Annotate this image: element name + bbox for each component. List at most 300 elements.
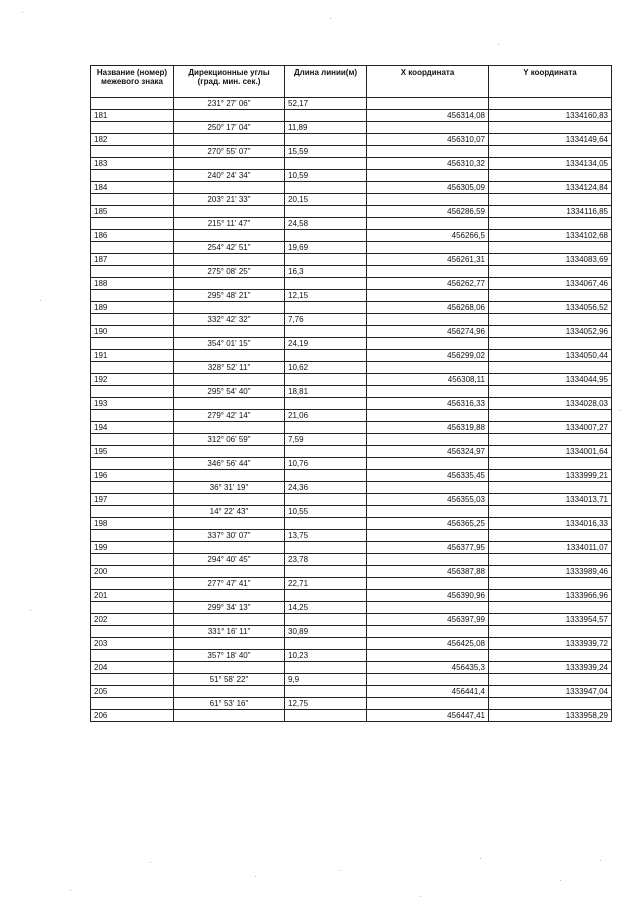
bearing-angle-cell: 36° 31' 19" xyxy=(174,482,285,494)
empty-cell xyxy=(489,602,612,614)
line-length-cell: 12,75 xyxy=(285,698,367,710)
table-row-segment xyxy=(91,578,612,590)
line-length-cell: 24,19 xyxy=(285,338,367,350)
table-row-segment xyxy=(91,242,612,254)
bearing-angle-cell: 231° 27' 06" xyxy=(174,98,285,110)
empty-cell xyxy=(285,110,367,122)
table-row-segment xyxy=(91,698,612,710)
empty-cell xyxy=(285,494,367,506)
marker-name-cell: 184 xyxy=(91,182,174,194)
line-length-cell: 20,15 xyxy=(285,194,367,206)
marker-name-cell: 181 xyxy=(91,110,174,122)
empty-cell xyxy=(91,458,174,470)
y-coordinate-cell: 1334160,83 xyxy=(489,110,612,122)
table-row-segment xyxy=(91,626,612,638)
empty-cell xyxy=(174,158,285,170)
empty-cell xyxy=(91,602,174,614)
bearing-angle-cell: 294° 40' 45" xyxy=(174,554,285,566)
table-row-marker xyxy=(91,638,612,650)
empty-cell xyxy=(285,542,367,554)
empty-cell xyxy=(91,674,174,686)
table-body xyxy=(91,98,612,722)
table-row-marker xyxy=(91,302,612,314)
y-coordinate-cell: 1334052,96 xyxy=(489,326,612,338)
y-coordinate-cell: 1334011,07 xyxy=(489,542,612,554)
y-coordinate-cell: 1334013,71 xyxy=(489,494,612,506)
empty-cell xyxy=(367,410,489,422)
empty-cell xyxy=(174,590,285,602)
marker-name-cell: 189 xyxy=(91,302,174,314)
line-length-cell: 11,89 xyxy=(285,122,367,134)
empty-cell xyxy=(489,650,612,662)
marker-name-cell: 197 xyxy=(91,494,174,506)
empty-cell xyxy=(285,326,367,338)
empty-cell xyxy=(285,590,367,602)
header-y-coordinate: Y координата xyxy=(489,66,612,98)
empty-cell xyxy=(91,122,174,134)
table-row-marker xyxy=(91,614,612,626)
empty-cell xyxy=(174,710,285,722)
bearing-angle-cell: 279° 42' 14" xyxy=(174,410,285,422)
empty-cell xyxy=(489,194,612,206)
empty-cell xyxy=(91,554,174,566)
y-coordinate-cell: 1333999,21 xyxy=(489,470,612,482)
marker-name-cell: 194 xyxy=(91,422,174,434)
empty-cell xyxy=(174,278,285,290)
empty-cell xyxy=(489,122,612,134)
empty-cell xyxy=(489,146,612,158)
empty-cell xyxy=(367,578,489,590)
empty-cell xyxy=(367,530,489,542)
empty-cell xyxy=(174,662,285,674)
x-coordinate-cell: 456335,45 xyxy=(367,470,489,482)
empty-cell xyxy=(174,374,285,386)
table-row-segment xyxy=(91,338,612,350)
empty-cell xyxy=(367,674,489,686)
empty-cell xyxy=(489,578,612,590)
empty-cell xyxy=(367,362,489,374)
bearing-angle-cell: 332° 42' 32" xyxy=(174,314,285,326)
empty-cell xyxy=(91,650,174,662)
y-coordinate-cell: 1333989,46 xyxy=(489,566,612,578)
empty-cell xyxy=(367,698,489,710)
x-coordinate-cell: 456274,96 xyxy=(367,326,489,338)
boundary-coordinates-table xyxy=(90,65,612,722)
line-length-cell: 12,15 xyxy=(285,290,367,302)
marker-name-cell: 200 xyxy=(91,566,174,578)
table-row-marker xyxy=(91,158,612,170)
empty-cell xyxy=(174,134,285,146)
line-length-cell: 10,55 xyxy=(285,506,367,518)
empty-cell xyxy=(285,302,367,314)
bearing-angle-cell: 61° 53' 16" xyxy=(174,698,285,710)
empty-cell xyxy=(285,518,367,530)
empty-cell xyxy=(489,170,612,182)
empty-cell xyxy=(367,242,489,254)
line-length-cell: 10,59 xyxy=(285,170,367,182)
table-row-marker xyxy=(91,710,612,722)
empty-cell xyxy=(285,686,367,698)
line-length-cell: 7,59 xyxy=(285,434,367,446)
empty-cell xyxy=(91,698,174,710)
empty-cell xyxy=(285,182,367,194)
marker-name-cell: 204 xyxy=(91,662,174,674)
table-row-marker xyxy=(91,134,612,146)
table-row-segment xyxy=(91,314,612,326)
x-coordinate-cell: 456324,97 xyxy=(367,446,489,458)
empty-cell xyxy=(285,230,367,242)
line-length-cell: 10,62 xyxy=(285,362,367,374)
y-coordinate-cell: 1334007,27 xyxy=(489,422,612,434)
x-coordinate-cell: 456319,88 xyxy=(367,422,489,434)
empty-cell xyxy=(367,506,489,518)
x-coordinate-cell: 456299,02 xyxy=(367,350,489,362)
empty-cell xyxy=(489,98,612,110)
table-row-marker xyxy=(91,182,612,194)
empty-cell xyxy=(285,206,367,218)
line-length-cell: 22,71 xyxy=(285,578,367,590)
empty-cell xyxy=(489,626,612,638)
bearing-angle-cell: 295° 48' 21" xyxy=(174,290,285,302)
marker-name-cell: 185 xyxy=(91,206,174,218)
header-marker-name: Название (номер) межевого знака xyxy=(91,66,174,98)
table-row-marker xyxy=(91,374,612,386)
x-coordinate-cell: 456305,09 xyxy=(367,182,489,194)
table-row-segment xyxy=(91,170,612,182)
table-row-segment xyxy=(91,362,612,374)
x-coordinate-cell: 456387,88 xyxy=(367,566,489,578)
bearing-angle-cell: 357° 18' 40" xyxy=(174,650,285,662)
marker-name-cell: 206 xyxy=(91,710,174,722)
table-row-segment xyxy=(91,266,612,278)
empty-cell xyxy=(285,374,367,386)
empty-cell xyxy=(91,410,174,422)
bearing-angle-cell: 277° 47' 41" xyxy=(174,578,285,590)
empty-cell xyxy=(367,98,489,110)
line-length-cell: 24,36 xyxy=(285,482,367,494)
empty-cell xyxy=(91,578,174,590)
y-coordinate-cell: 1334116,85 xyxy=(489,206,612,218)
bearing-angle-cell: 203° 21' 33" xyxy=(174,194,285,206)
y-coordinate-cell: 1334124,84 xyxy=(489,182,612,194)
marker-name-cell: 190 xyxy=(91,326,174,338)
table-row-marker xyxy=(91,590,612,602)
table-row-segment xyxy=(91,506,612,518)
line-length-cell: 23,78 xyxy=(285,554,367,566)
empty-cell xyxy=(174,542,285,554)
y-coordinate-cell: 1333954,57 xyxy=(489,614,612,626)
bearing-angle-cell: 254° 42' 51" xyxy=(174,242,285,254)
empty-cell xyxy=(91,266,174,278)
y-coordinate-cell: 1334056,52 xyxy=(489,302,612,314)
empty-cell xyxy=(91,626,174,638)
marker-name-cell: 186 xyxy=(91,230,174,242)
empty-cell xyxy=(367,146,489,158)
table-row-marker xyxy=(91,278,612,290)
empty-cell xyxy=(489,698,612,710)
table-row-segment xyxy=(91,674,612,686)
bearing-angle-cell: 346° 56' 44" xyxy=(174,458,285,470)
x-coordinate-cell: 456365,25 xyxy=(367,518,489,530)
line-length-cell: 10,76 xyxy=(285,458,367,470)
table-row-marker xyxy=(91,470,612,482)
marker-name-cell: 191 xyxy=(91,350,174,362)
empty-cell xyxy=(91,242,174,254)
table-row-segment xyxy=(91,554,612,566)
header-line-length: Длина линии(м) xyxy=(285,66,367,98)
empty-cell xyxy=(91,98,174,110)
empty-cell xyxy=(489,386,612,398)
bearing-angle-cell: 14° 22' 43" xyxy=(174,506,285,518)
empty-cell xyxy=(285,446,367,458)
empty-cell xyxy=(174,254,285,266)
marker-name-cell: 198 xyxy=(91,518,174,530)
empty-cell xyxy=(367,650,489,662)
empty-cell xyxy=(285,158,367,170)
line-length-cell: 10,23 xyxy=(285,650,367,662)
line-length-cell: 14,25 xyxy=(285,602,367,614)
empty-cell xyxy=(489,674,612,686)
x-coordinate-cell: 456268,06 xyxy=(367,302,489,314)
empty-cell xyxy=(489,242,612,254)
x-coordinate-cell: 456266,5 xyxy=(367,230,489,242)
table-row-marker xyxy=(91,350,612,362)
empty-cell xyxy=(367,482,489,494)
table-row-segment xyxy=(91,650,612,662)
y-coordinate-cell: 1334102,68 xyxy=(489,230,612,242)
empty-cell xyxy=(489,362,612,374)
empty-cell xyxy=(91,194,174,206)
x-coordinate-cell: 456262,77 xyxy=(367,278,489,290)
x-coordinate-cell: 456286,59 xyxy=(367,206,489,218)
empty-cell xyxy=(91,170,174,182)
line-length-cell: 21,06 xyxy=(285,410,367,422)
x-coordinate-cell: 456261,31 xyxy=(367,254,489,266)
empty-cell xyxy=(285,710,367,722)
line-length-cell: 24,58 xyxy=(285,218,367,230)
bearing-angle-cell: 331° 16' 11" xyxy=(174,626,285,638)
empty-cell xyxy=(285,470,367,482)
bearing-angle-cell: 337° 30' 07" xyxy=(174,530,285,542)
empty-cell xyxy=(174,638,285,650)
empty-cell xyxy=(285,638,367,650)
y-coordinate-cell: 1334044,95 xyxy=(489,374,612,386)
x-coordinate-cell: 456308,11 xyxy=(367,374,489,386)
marker-name-cell: 183 xyxy=(91,158,174,170)
line-length-cell: 52,17 xyxy=(285,98,367,110)
table-row-marker xyxy=(91,230,612,242)
empty-cell xyxy=(367,458,489,470)
empty-cell xyxy=(367,122,489,134)
x-coordinate-cell: 456377,95 xyxy=(367,542,489,554)
table-row-marker xyxy=(91,662,612,674)
x-coordinate-cell: 456441,4 xyxy=(367,686,489,698)
empty-cell xyxy=(285,350,367,362)
empty-cell xyxy=(489,290,612,302)
empty-cell xyxy=(174,422,285,434)
empty-cell xyxy=(174,398,285,410)
empty-cell xyxy=(91,338,174,350)
empty-cell xyxy=(174,350,285,362)
bearing-angle-cell: 312° 06' 59" xyxy=(174,434,285,446)
table-row-marker xyxy=(91,398,612,410)
y-coordinate-cell: 1334149,64 xyxy=(489,134,612,146)
marker-name-cell: 201 xyxy=(91,590,174,602)
empty-cell xyxy=(285,254,367,266)
table-row-segment xyxy=(91,434,612,446)
empty-cell xyxy=(174,182,285,194)
empty-cell xyxy=(91,386,174,398)
empty-cell xyxy=(367,434,489,446)
table-header-row xyxy=(91,66,612,98)
bearing-angle-cell: 354° 01' 15" xyxy=(174,338,285,350)
empty-cell xyxy=(367,290,489,302)
empty-cell xyxy=(489,434,612,446)
empty-cell xyxy=(91,290,174,302)
empty-cell xyxy=(489,338,612,350)
table-row-marker xyxy=(91,446,612,458)
empty-cell xyxy=(174,206,285,218)
empty-cell xyxy=(367,626,489,638)
empty-cell xyxy=(91,482,174,494)
empty-cell xyxy=(367,170,489,182)
empty-cell xyxy=(489,530,612,542)
table-row-segment xyxy=(91,602,612,614)
empty-cell xyxy=(285,662,367,674)
empty-cell xyxy=(489,482,612,494)
empty-cell xyxy=(285,614,367,626)
bearing-angle-cell: 240° 24' 34" xyxy=(174,170,285,182)
y-coordinate-cell: 1334050,44 xyxy=(489,350,612,362)
marker-name-cell: 193 xyxy=(91,398,174,410)
x-coordinate-cell: 456314,08 xyxy=(367,110,489,122)
marker-name-cell: 187 xyxy=(91,254,174,266)
empty-cell xyxy=(91,218,174,230)
bearing-angle-cell: 215° 11' 47" xyxy=(174,218,285,230)
y-coordinate-cell: 1333966,96 xyxy=(489,590,612,602)
empty-cell xyxy=(489,218,612,230)
y-coordinate-cell: 1334067,46 xyxy=(489,278,612,290)
empty-cell xyxy=(91,434,174,446)
marker-name-cell: 205 xyxy=(91,686,174,698)
empty-cell xyxy=(285,566,367,578)
bearing-angle-cell: 299° 34' 13" xyxy=(174,602,285,614)
empty-cell xyxy=(285,134,367,146)
marker-name-cell: 202 xyxy=(91,614,174,626)
x-coordinate-cell: 456310,32 xyxy=(367,158,489,170)
table-row-segment xyxy=(91,194,612,206)
x-coordinate-cell: 456425,08 xyxy=(367,638,489,650)
empty-cell xyxy=(174,446,285,458)
table-row-marker xyxy=(91,686,612,698)
empty-cell xyxy=(174,614,285,626)
x-coordinate-cell: 456355,03 xyxy=(367,494,489,506)
x-coordinate-cell: 456390,96 xyxy=(367,590,489,602)
y-coordinate-cell: 1334083,69 xyxy=(489,254,612,266)
line-length-cell: 18,81 xyxy=(285,386,367,398)
empty-cell xyxy=(489,314,612,326)
empty-cell xyxy=(91,530,174,542)
table-row-marker xyxy=(91,206,612,218)
empty-cell xyxy=(174,302,285,314)
y-coordinate-cell: 1333958,29 xyxy=(489,710,612,722)
x-coordinate-cell: 456310,07 xyxy=(367,134,489,146)
empty-cell xyxy=(367,386,489,398)
y-coordinate-cell: 1334134,05 xyxy=(489,158,612,170)
bearing-angle-cell: 51° 58' 22" xyxy=(174,674,285,686)
bearing-angle-cell: 250° 17' 04" xyxy=(174,122,285,134)
empty-cell xyxy=(367,554,489,566)
empty-cell xyxy=(91,146,174,158)
empty-cell xyxy=(174,326,285,338)
empty-cell xyxy=(367,314,489,326)
empty-cell xyxy=(367,602,489,614)
x-coordinate-cell: 456397,99 xyxy=(367,614,489,626)
bearing-angle-cell: 295° 54' 40" xyxy=(174,386,285,398)
line-length-cell: 16,3 xyxy=(285,266,367,278)
empty-cell xyxy=(91,314,174,326)
empty-cell xyxy=(285,278,367,290)
table-row-segment xyxy=(91,146,612,158)
marker-name-cell: 188 xyxy=(91,278,174,290)
table-row-marker xyxy=(91,518,612,530)
empty-cell xyxy=(285,398,367,410)
table-row-segment xyxy=(91,386,612,398)
empty-cell xyxy=(367,338,489,350)
empty-cell xyxy=(489,410,612,422)
empty-cell xyxy=(489,506,612,518)
empty-cell xyxy=(174,518,285,530)
empty-cell xyxy=(91,506,174,518)
marker-name-cell: 203 xyxy=(91,638,174,650)
table-row-segment xyxy=(91,218,612,230)
empty-cell xyxy=(489,554,612,566)
y-coordinate-cell: 1334001,64 xyxy=(489,446,612,458)
empty-cell xyxy=(367,218,489,230)
table-row-segment xyxy=(91,98,612,110)
table-row-segment xyxy=(91,530,612,542)
marker-name-cell: 199 xyxy=(91,542,174,554)
y-coordinate-cell: 1334016,33 xyxy=(489,518,612,530)
line-length-cell: 30,89 xyxy=(285,626,367,638)
table-row-marker xyxy=(91,254,612,266)
empty-cell xyxy=(174,686,285,698)
empty-cell xyxy=(285,422,367,434)
table-row-segment xyxy=(91,290,612,302)
marker-name-cell: 196 xyxy=(91,470,174,482)
empty-cell xyxy=(174,494,285,506)
empty-cell xyxy=(367,266,489,278)
table-row-marker xyxy=(91,110,612,122)
table-row-segment xyxy=(91,482,612,494)
empty-cell xyxy=(174,566,285,578)
empty-cell xyxy=(489,266,612,278)
table-row-marker xyxy=(91,566,612,578)
header-bearing-angle: Дирекционные углы (град. мин. сек.) xyxy=(174,66,285,98)
x-coordinate-cell: 456447,41 xyxy=(367,710,489,722)
empty-cell xyxy=(174,230,285,242)
empty-cell xyxy=(91,362,174,374)
bearing-angle-cell: 275° 08' 25" xyxy=(174,266,285,278)
table-row-marker xyxy=(91,326,612,338)
table-row-marker xyxy=(91,494,612,506)
y-coordinate-cell: 1333939,24 xyxy=(489,662,612,674)
table-row-marker xyxy=(91,422,612,434)
line-length-cell: 9,9 xyxy=(285,674,367,686)
line-length-cell: 7,76 xyxy=(285,314,367,326)
y-coordinate-cell: 1333939,72 xyxy=(489,638,612,650)
empty-cell xyxy=(489,458,612,470)
